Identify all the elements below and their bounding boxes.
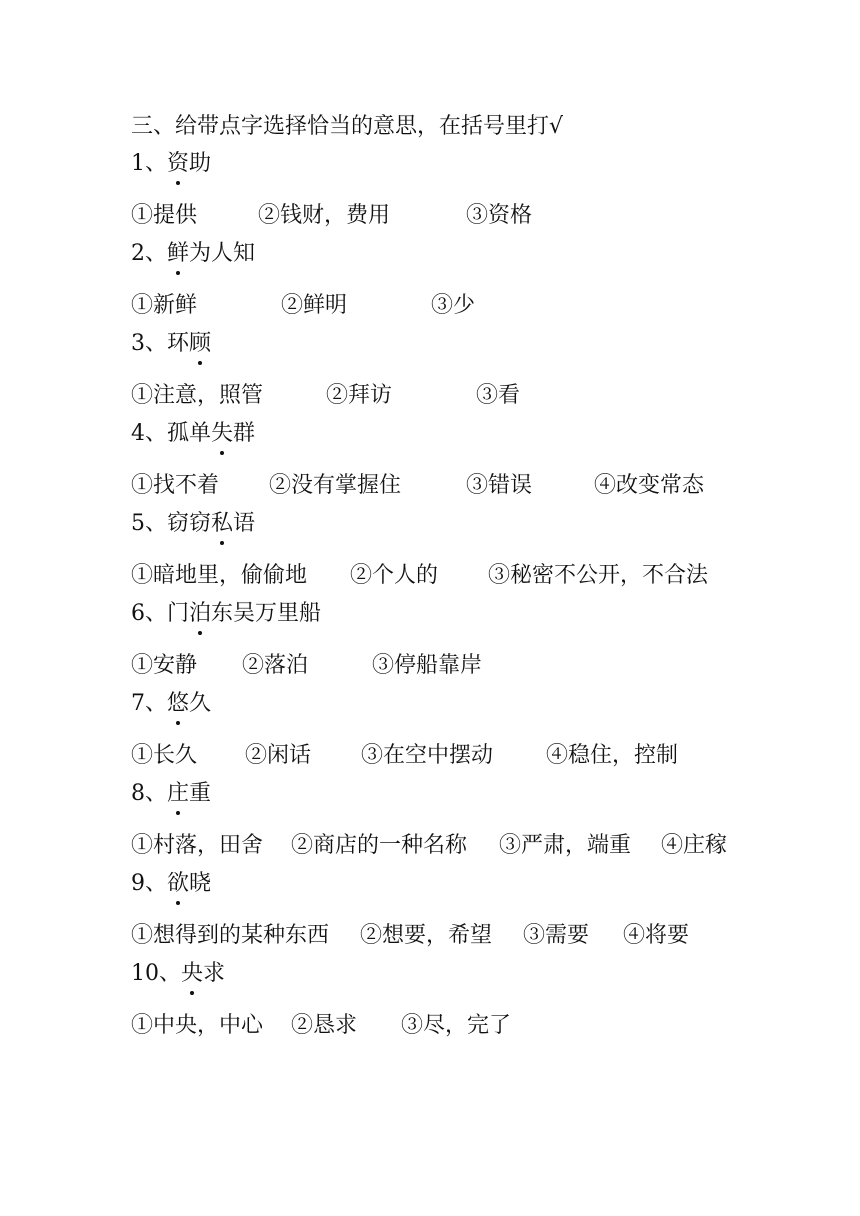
option-4: ④改变常态 [594, 473, 705, 498]
option-1: ①中央，中心 [131, 1013, 264, 1038]
question-number: 5、 [131, 511, 167, 536]
option-2: ②落泊 [242, 653, 309, 678]
option-4: ④将要 [623, 923, 690, 948]
question-number: 4、 [131, 421, 167, 446]
option-4: ④稳住，控制 [546, 743, 679, 768]
dotted-character: 欲 [167, 871, 190, 896]
question-text-after: 久 [189, 691, 212, 716]
option-2: ②个人的 [350, 563, 439, 588]
question-number: 8、 [131, 781, 167, 806]
question-line [131, 153, 211, 175]
option-3: ③秘密不公开，不合法 [488, 563, 709, 588]
option-3: ③少 [431, 293, 476, 318]
question-text-after: 晓 [189, 871, 212, 896]
option-1: ①村落，田舍 [131, 833, 264, 858]
option-3: ③错误 [466, 473, 533, 498]
question-text-after: 语 [233, 511, 256, 536]
question-line [131, 513, 255, 535]
option-1: ①暗地里，偷偷地 [131, 563, 308, 588]
question-number: 2、 [131, 241, 167, 266]
option-3: ③尽，完了 [401, 1013, 512, 1038]
option-3: ③需要 [523, 923, 590, 948]
option-2: ②鲜明 [281, 293, 348, 318]
question-line [131, 243, 255, 265]
option-3: ③在空中摆动 [361, 743, 494, 768]
option-2: ②商店的一种名称 [291, 833, 468, 858]
question-text-after: 助 [189, 151, 212, 176]
option-2: ②闲话 [245, 743, 312, 768]
question-text-after: 东吴万里船 [211, 601, 322, 626]
question-text-before: 环 [167, 331, 190, 356]
option-1: ①安静 [131, 653, 198, 678]
question-line [131, 603, 321, 625]
question-line [131, 333, 211, 355]
section-heading: 三、给带点字选择恰当的意思，在括号里打√ [131, 114, 564, 139]
dotted-character: 央 [181, 961, 204, 986]
option-3: ③资格 [466, 203, 533, 228]
question-text-after: 重 [189, 781, 212, 806]
option-1: ①想得到的某种东西 [131, 923, 330, 948]
option-2: ②钱财，费用 [258, 203, 391, 228]
question-line [131, 783, 211, 805]
question-text-after: 求 [203, 961, 226, 986]
dotted-character: 失 [211, 421, 234, 446]
question-line [131, 693, 211, 715]
question-number: 1、 [131, 151, 167, 176]
option-1: ①提供 [131, 203, 198, 228]
question-text-after: 群 [233, 421, 256, 446]
dotted-character: 庄 [167, 781, 190, 806]
option-3: ③看 [476, 383, 521, 408]
question-number: 7、 [131, 691, 167, 716]
question-text-before: 门 [167, 601, 190, 626]
option-2: ②拜访 [326, 383, 393, 408]
question-text-before: 孤单 [167, 421, 212, 446]
question-line [131, 873, 211, 895]
dotted-character: 顾 [189, 331, 212, 356]
option-1: ①找不着 [131, 473, 220, 498]
question-number: 6、 [131, 601, 167, 626]
question-text-after: 为人知 [189, 241, 256, 266]
question-number: 3、 [131, 331, 167, 356]
option-2: ②恳求 [291, 1013, 358, 1038]
dotted-character: 鲜 [167, 241, 190, 266]
option-1: ①新鲜 [131, 293, 198, 318]
dotted-character: 资 [167, 151, 190, 176]
dotted-character: 私 [211, 511, 234, 536]
option-2: ②想要，希望 [360, 923, 493, 948]
question-line [131, 963, 225, 985]
question-number: 10、 [131, 961, 181, 986]
question-line [131, 423, 255, 445]
option-4: ④庄稼 [661, 833, 728, 858]
question-number: 9、 [131, 871, 167, 896]
dotted-character: 悠 [167, 691, 190, 716]
option-3: ③停船靠岸 [372, 653, 483, 678]
option-1: ①长久 [131, 743, 198, 768]
option-3: ③严肃，端重 [499, 833, 632, 858]
option-2: ②没有掌握住 [269, 473, 402, 498]
dotted-character: 泊 [189, 601, 212, 626]
option-1: ①注意，照管 [131, 383, 264, 408]
question-text-before: 窃窃 [167, 511, 212, 536]
